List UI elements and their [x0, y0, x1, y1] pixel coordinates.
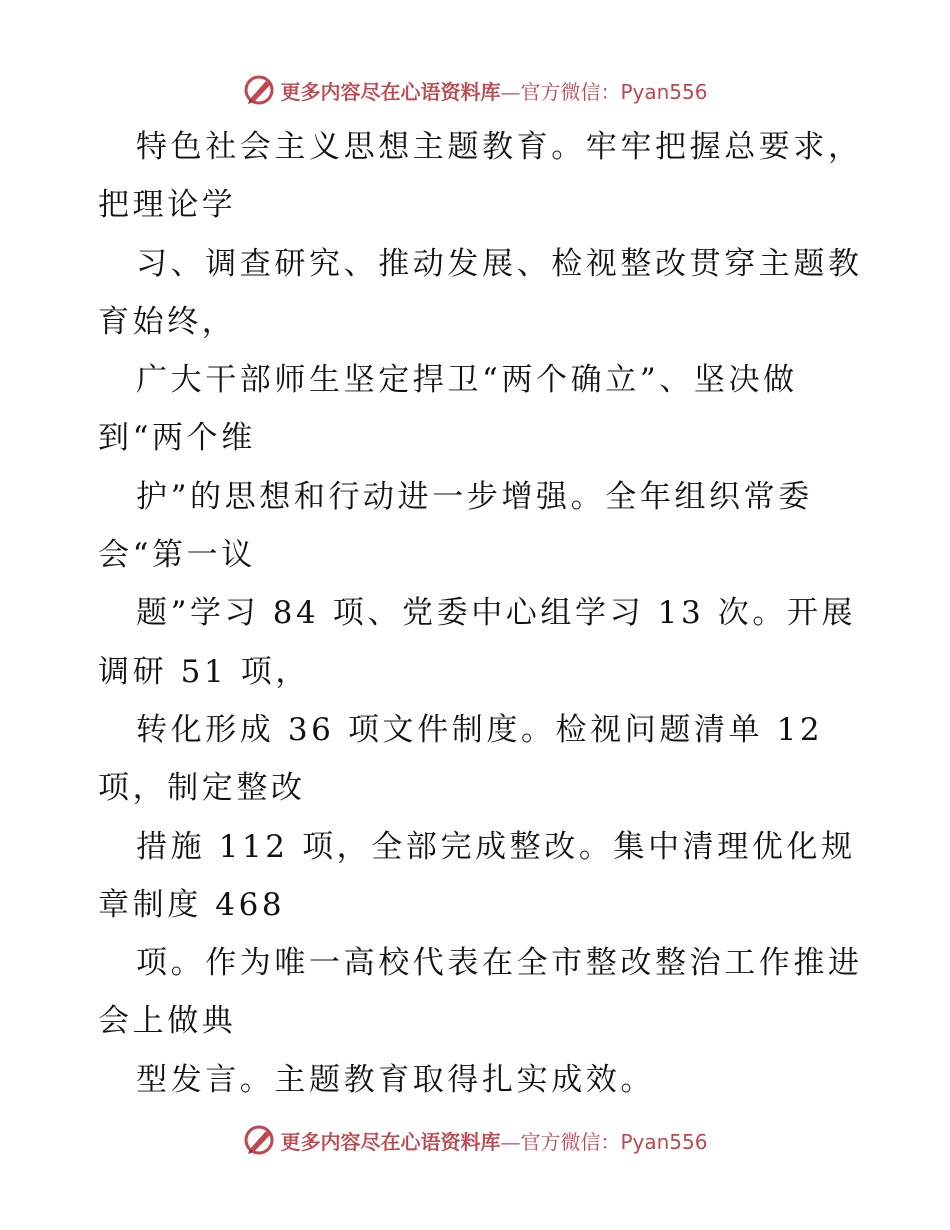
footer-banner [0, 1120, 950, 1160]
footer-banner-separator: — [500, 1129, 521, 1154]
pen-logo-icon [242, 73, 276, 107]
pen-logo-icon [242, 1123, 276, 1157]
header-banner-text [280, 76, 707, 105]
body-line: 会“第一议 [98, 537, 256, 574]
document-body [98, 118, 863, 1109]
body-line: 项，制定整改 [98, 770, 306, 807]
body-line: 护”的思想和行动进一步增强。全年组织常委 [136, 478, 813, 515]
header-banner-separator: — [500, 79, 521, 104]
body-line: 转化形成 36 项文件制度。检视问题清单 12 [136, 711, 824, 748]
body-line: 广大干部师生坚定捍卫“两个确立”、坚决做 [136, 362, 798, 399]
body-line: 项。作为唯一高校代表在全市整改整治工作推进 [136, 945, 863, 982]
body-line: 型发言。主题教育取得扎实成效。 [136, 1061, 655, 1098]
body-line: 到“两个维 [98, 420, 256, 457]
footer-banner-main: 更多内容尽在心语资料库 [280, 1129, 501, 1154]
header-banner [0, 70, 950, 110]
body-line: 育始终， [98, 303, 237, 340]
body-line: 会上做典 [98, 1003, 237, 1040]
footer-banner-text [280, 1126, 707, 1155]
body-line: 特色社会主义思想主题教育。牢牢把握总要求， [136, 129, 863, 165]
body-line: 习、调查研究、推动发展、检视整改贯穿主题教 [136, 245, 863, 282]
header-banner-wechat: 官方微信：Pyan556 [520, 79, 708, 104]
body-line: 调研 51 项， [98, 653, 310, 690]
body-line: 把理论学 [98, 187, 237, 224]
body-line: 章制度 468 [98, 886, 286, 923]
body-line: 措施 112 项，全部完成整改。集中清理优化规 [136, 828, 856, 865]
header-banner-main: 更多内容尽在心语资料库 [280, 79, 501, 104]
footer-banner-wechat: 官方微信：Pyan556 [520, 1129, 708, 1154]
body-line: 题”学习 84 项、党委中心组学习 13 次。开展 [136, 595, 857, 632]
